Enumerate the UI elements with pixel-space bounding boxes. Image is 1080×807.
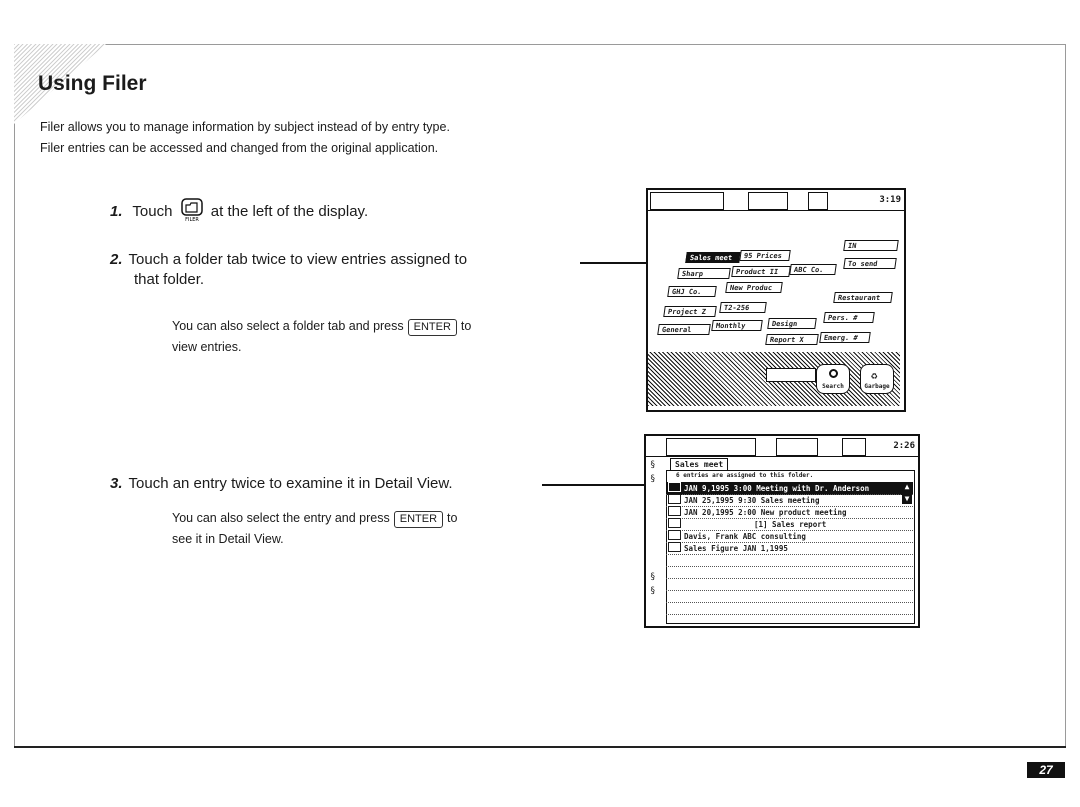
filer-status-box: [766, 368, 816, 382]
folder-tab-label[interactable]: Sales meet: [670, 458, 728, 470]
folder-tab[interactable]: Monthly: [711, 320, 763, 331]
enter-key: ENTER: [394, 511, 443, 528]
step-2-note: [172, 316, 471, 358]
folder-tab[interactable]: New Produc: [725, 282, 783, 293]
folder-tab[interactable]: Emerg. #: [819, 332, 871, 343]
folder-tab[interactable]: General: [657, 324, 711, 335]
step-3-note: [172, 508, 457, 550]
step-3-number: 3.: [110, 475, 123, 492]
step-3-note-line-2: see it in Detail View.: [172, 532, 284, 546]
step-3: [110, 475, 453, 492]
folder-tab[interactable]: Pers. #: [823, 312, 875, 323]
document-icon: [668, 542, 681, 552]
views-button[interactable]: [650, 192, 724, 210]
step-2-note-before: You can also select a folder tab and press: [172, 319, 404, 333]
views-button[interactable]: [666, 438, 756, 456]
folder-tab[interactable]: GHJ Co.: [667, 286, 717, 297]
folder-tab[interactable]: Sharp: [677, 268, 731, 279]
schedule-icon: [668, 506, 681, 516]
screen-entry-list: [644, 434, 920, 628]
list-item[interactable]: Davis, Frank ABC consulting: [666, 530, 913, 543]
page-number: 27: [1027, 762, 1065, 778]
step-1-text-after: at the left of the display.: [210, 203, 369, 220]
intro-text: [40, 117, 450, 159]
quit-button[interactable]: [808, 192, 828, 210]
schedule-icon: [668, 482, 681, 492]
clock: 3:19: [879, 195, 901, 205]
scroll-down-icon[interactable]: ▼: [902, 494, 912, 504]
device-toolbar: [648, 190, 904, 211]
list-item[interactable]: [1] Sales report: [666, 518, 913, 531]
binder-rings: § § § §: [650, 460, 656, 596]
step-2-note-line-2: view entries.: [172, 340, 242, 354]
step-2: [110, 250, 467, 290]
list-item[interactable]: JAN 20,1995 2:00 New product meeting: [666, 506, 913, 519]
edit-send-button[interactable]: [748, 192, 788, 210]
folder-tab[interactable]: 95 Prices: [739, 250, 791, 261]
step-1-text-before: Touch: [132, 203, 173, 220]
device-toolbar: [646, 436, 918, 457]
step-2-line-1: Touch a folder tab twice to view entries assigned to: [128, 251, 468, 268]
folder-tab[interactable]: Design: [767, 318, 817, 329]
folder-tab[interactable]: Product II: [731, 266, 791, 277]
garbage-button[interactable]: [860, 364, 894, 394]
step-3-note-before: You can also select the entry and press: [172, 511, 390, 525]
folder-tab[interactable]: T2-256: [719, 302, 767, 313]
schedule-icon: [668, 494, 681, 504]
list-item[interactable]: Sales Figure JAN 1,1995: [666, 542, 913, 555]
folder-tab[interactable]: ABC Co.: [789, 264, 837, 275]
step-3-line-1: Touch an entry twice to examine it in Detail View.: [128, 475, 453, 492]
folder-tab[interactable]: Report X: [765, 334, 819, 345]
step-2-note-after: to: [460, 319, 472, 333]
search-button[interactable]: [816, 364, 850, 394]
entry-list-header: 6 entries are assigned to this folder.: [676, 472, 814, 479]
folder-tab[interactable]: IN: [843, 240, 899, 251]
intro-line-2: Filer entries can be accessed and changed from the original application.: [40, 141, 439, 155]
quit-button[interactable]: [842, 438, 866, 456]
step-1: [110, 198, 368, 222]
folder-tab[interactable]: Sales meet: [685, 252, 741, 263]
filer-icon: [181, 198, 203, 222]
search-label: Search: [822, 383, 844, 390]
contact-icon: [668, 530, 681, 540]
list-item[interactable]: JAN 25,1995 9:30 Sales meeting: [666, 494, 913, 507]
scroll-up-icon[interactable]: ▲: [902, 482, 912, 492]
frame-bottom-rule: [14, 746, 1066, 748]
memo-icon: [668, 518, 681, 528]
edit-send-button[interactable]: [776, 438, 818, 456]
folder-tab[interactable]: To send: [843, 258, 897, 269]
folder-tab[interactable]: Restaurant: [833, 292, 893, 303]
folder-tab[interactable]: Project Z: [663, 306, 717, 317]
clock: 2:26: [893, 441, 915, 451]
garbage-icon: ♻: [871, 369, 878, 382]
step-2-line-2: that folder.: [134, 271, 205, 288]
page-title: Using Filer: [38, 72, 147, 95]
list-item-empty: [666, 602, 913, 615]
search-icon: [829, 369, 838, 378]
list-item[interactable]: JAN 9,1995 3:00 Meeting with Dr. Anderson: [666, 482, 913, 495]
step-3-note-after: to: [447, 511, 458, 525]
step-1-number: 1.: [110, 203, 123, 220]
intro-line-1: Filer allows you to manage information by subject instead of by entry type.: [40, 120, 450, 134]
step-2-number: 2.: [110, 251, 123, 268]
svg-text:FILER: FILER: [184, 217, 199, 222]
enter-key: ENTER: [408, 319, 457, 336]
garbage-label: Garbage: [864, 383, 890, 390]
screen-folder-tabs: [646, 188, 906, 412]
